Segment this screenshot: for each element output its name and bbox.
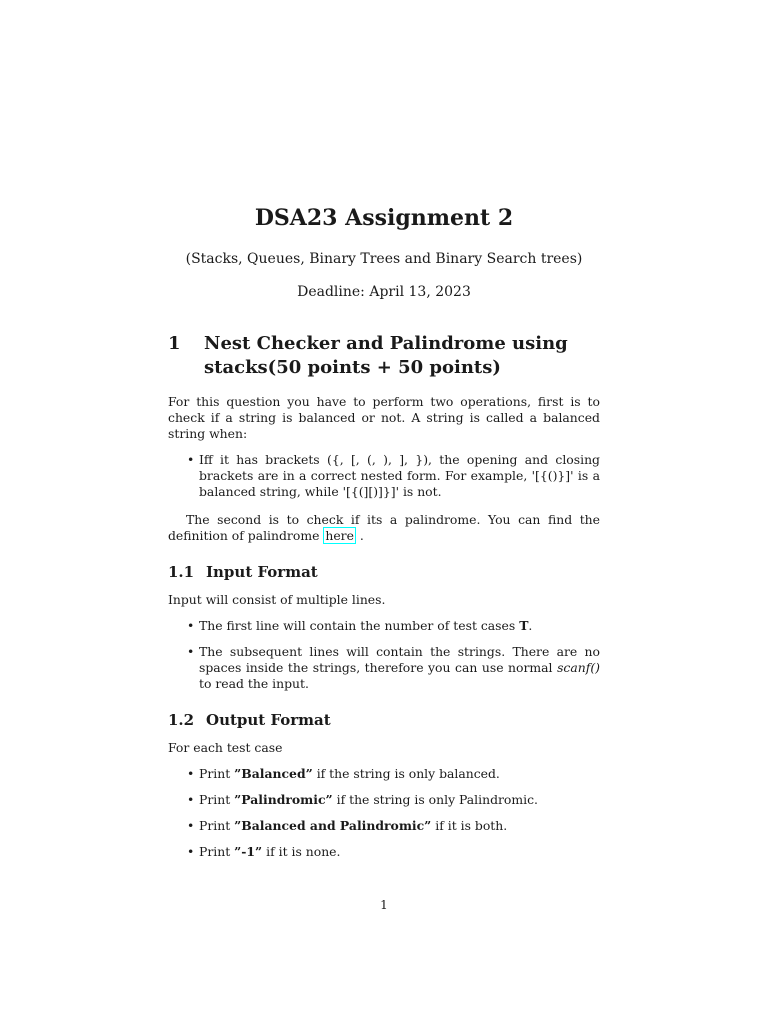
output-format-number: 1.2 xyxy=(168,711,195,729)
section-1-number: 1 xyxy=(168,333,181,354)
page-number: 1 xyxy=(380,898,388,912)
section-1-heading xyxy=(168,332,600,380)
list-item-text: Print xyxy=(199,792,231,807)
list-item-end: . xyxy=(528,618,533,633)
output-format-heading xyxy=(168,710,600,730)
list-item-bold: ”-1” xyxy=(234,844,263,859)
input-format-title: Input Format xyxy=(206,563,318,581)
list-item-bold: ”Balanced” xyxy=(234,766,313,781)
list-item xyxy=(199,818,600,834)
list-item-end: to read the input. xyxy=(199,676,309,691)
list-item-text: Print xyxy=(199,766,231,781)
list-item-bold: ”Balanced and Palindromic” xyxy=(234,818,432,833)
input-format-bullets xyxy=(168,618,600,692)
list-item: • Iff it has brackets ({, [, (, ), ], }), the opening and closing brackets are in a correct nested form. For example, '[{()}]' is a balanced string, while '[{(][)]}]' is not. xyxy=(199,452,600,500)
input-format-heading xyxy=(168,562,600,582)
section-1-bullets xyxy=(168,452,600,500)
list-item-bold: ”Palindromic” xyxy=(234,792,333,807)
output-format-intro: For each test case xyxy=(168,740,283,755)
list-item-bold: T xyxy=(519,618,529,633)
list-item-italic: scanf() xyxy=(557,660,600,675)
deadline-text: Deadline: April 13, 2023 xyxy=(297,284,471,300)
document-subtitle: (Stacks, Queues, Binary Trees and Binary Search trees) xyxy=(185,251,583,267)
output-format-bullets xyxy=(168,766,600,860)
palindrome-paragraph-text: The second is to check if its a palindrome. You can find the definition of palindrome xyxy=(168,512,600,543)
here-link[interactable]: here xyxy=(325,528,354,543)
palindrome-paragraph xyxy=(168,512,600,544)
list-item-text: Print xyxy=(199,818,231,833)
palindrome-paragraph-end: . xyxy=(359,528,364,543)
list-item-text: Print xyxy=(199,844,231,859)
list-item-end: if the string is only balanced. xyxy=(316,766,500,781)
input-format-number: 1.1 xyxy=(168,563,195,581)
list-item xyxy=(199,618,600,634)
output-format-title: Output Format xyxy=(206,711,331,729)
list-item-text: The first line will contain the number of test cases xyxy=(199,618,516,633)
document-title: DSA23 Assignment 2 xyxy=(254,205,514,231)
list-item xyxy=(199,792,600,808)
main-content xyxy=(168,332,600,870)
list-item-end: if the string is only Palindromic. xyxy=(336,792,538,807)
list-item xyxy=(199,844,600,860)
list-item-end: if it is both. xyxy=(435,818,508,833)
list-item-end: if it is none. xyxy=(266,844,341,859)
section-1-title: Nest Checker and Palindrome using stacks(50 points + 50 points) xyxy=(204,333,568,378)
section-1-intro: For this question you have to perform two operations, first is to check if a string is balanced or not. A string is called a balanced string when: xyxy=(168,394,600,441)
list-item-text: The subsequent lines will contain the strings. There are no spaces inside the strings, therefore you can use normal xyxy=(199,644,600,675)
list-item xyxy=(199,644,600,692)
list-item xyxy=(199,766,600,782)
input-format-intro: Input will consist of multiple lines. xyxy=(168,592,386,607)
